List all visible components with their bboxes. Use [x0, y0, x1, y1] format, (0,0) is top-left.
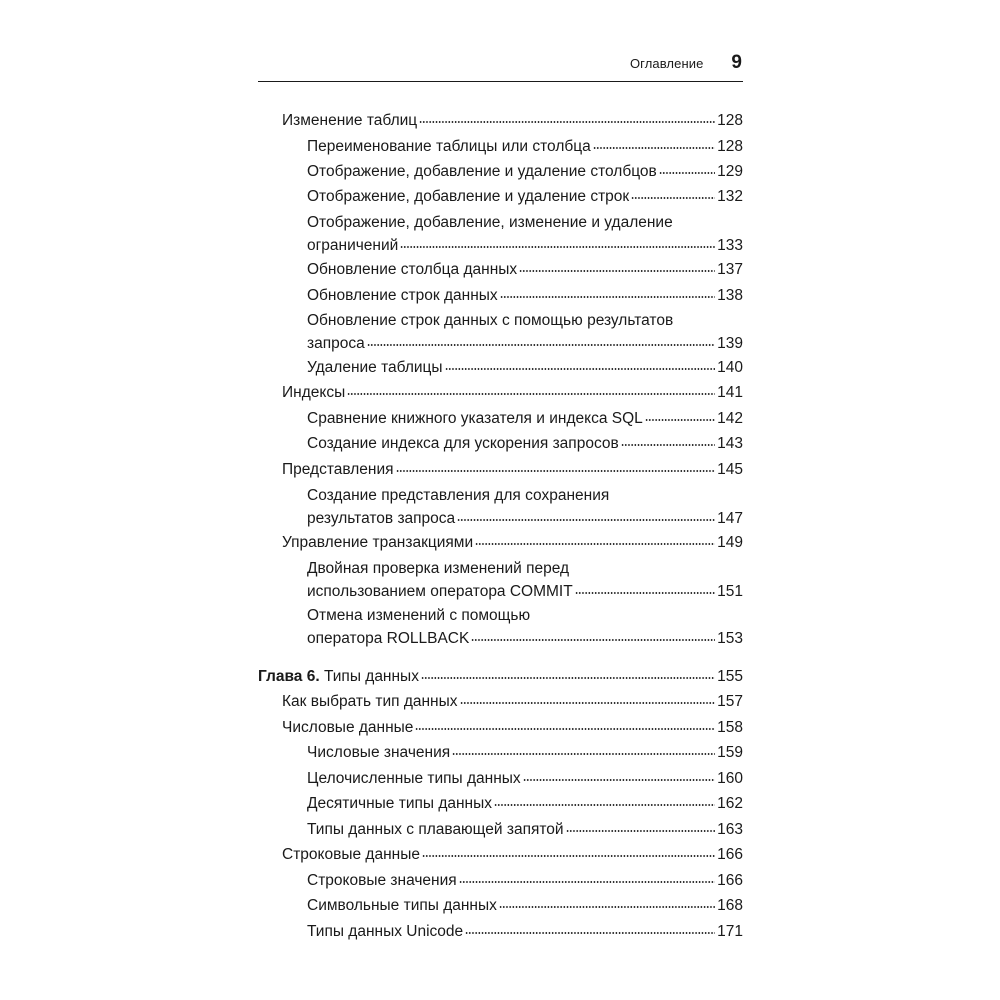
- toc-entry-line: [282, 109, 743, 132]
- toc-entry-line: [307, 818, 743, 841]
- toc-entry-title: [282, 690, 458, 713]
- toc-entry: [258, 531, 743, 554]
- running-title: Оглавление: [629, 56, 704, 71]
- toc-entry-title: [307, 869, 457, 892]
- toc-entry-text: Целочисленные типы данных: [307, 770, 521, 787]
- toc-entry-line: [307, 507, 743, 530]
- toc-entry-line: [307, 432, 743, 455]
- toc-entry: [258, 109, 743, 132]
- toc-entry-line: [307, 332, 743, 355]
- dot-leader: [396, 469, 716, 473]
- toc-entry-text: Как выбрать тип данных: [282, 693, 458, 710]
- toc-entry-title: [307, 580, 573, 603]
- toc-entry-line: [307, 185, 743, 208]
- toc-entry: [258, 604, 743, 650]
- toc-entry-page-number: 133: [717, 237, 743, 254]
- toc-entry-line: [282, 381, 743, 404]
- toc-entry-title: [307, 135, 591, 158]
- toc-entry-line: [282, 843, 743, 866]
- dot-leader: [519, 269, 715, 273]
- toc-entry-text: Обновление строк данных: [307, 287, 498, 304]
- toc-entry-text-first-line: Создание представления для сохранения: [307, 487, 610, 504]
- toc-entry-line: [307, 258, 743, 281]
- toc-entry-text: Десятичные типы данных: [307, 795, 492, 812]
- toc-entry-page-number: 157: [717, 693, 743, 710]
- dot-leader: [459, 880, 715, 884]
- toc-entry-line: [307, 741, 743, 764]
- toc-entry-title: [307, 160, 657, 183]
- toc-entry-page-number: 160: [717, 770, 743, 787]
- toc-entry-line: [307, 894, 743, 917]
- dot-leader: [347, 392, 715, 396]
- toc-entry-line: [258, 665, 743, 688]
- toc-entry-text: Обновление столбца данных: [307, 261, 518, 278]
- toc-entry-title: [307, 818, 564, 841]
- toc-entry-text: Представления: [282, 461, 394, 478]
- toc-entry-text: Строковые данные: [282, 846, 420, 863]
- book-page: [258, 52, 743, 940]
- toc-entry: [258, 741, 743, 764]
- toc-entry: [258, 818, 743, 841]
- toc-entry-page-number: 141: [717, 384, 743, 401]
- toc-entry-text: Числовые значения: [307, 744, 451, 761]
- dot-leader: [523, 778, 715, 782]
- toc-entry-page-number: 155: [717, 668, 743, 685]
- toc-entry-text-first-line: Отображение, добавление, изменение и удаление: [307, 214, 673, 231]
- toc-entry: [258, 557, 743, 603]
- dot-leader: [419, 120, 715, 124]
- toc-entry-text: Типы данных: [323, 668, 419, 685]
- toc-entry-line: [307, 767, 743, 790]
- dot-leader: [566, 829, 716, 833]
- toc-entry-title: [282, 381, 345, 404]
- running-header: [258, 52, 743, 82]
- toc-entry-line: [307, 627, 743, 650]
- dot-leader: [645, 418, 715, 422]
- toc-entry-page-number: 129: [717, 163, 743, 180]
- toc-entry-title: [307, 767, 521, 790]
- toc-entry-page-number: 159: [717, 744, 743, 761]
- toc-entry: [258, 160, 743, 183]
- toc-entry-page-number: 151: [717, 583, 743, 600]
- toc-entry-page-number: 140: [717, 359, 743, 376]
- toc-entry-line: [307, 920, 743, 943]
- toc-entry-title: [307, 258, 517, 281]
- toc-entry-text: Отображение, добавление и удаление столбцов: [307, 163, 657, 180]
- toc-entry: [258, 920, 743, 943]
- toc-entry-text: запроса: [307, 335, 365, 352]
- toc-entry: [258, 767, 743, 790]
- toc-entry-text: результатов запроса: [307, 510, 456, 527]
- toc-entry-line: [307, 234, 743, 257]
- dot-leader: [465, 931, 715, 935]
- toc-entry-page-number: 171: [717, 923, 743, 940]
- toc-entry-title: [307, 234, 398, 257]
- toc-entry-page-number: 163: [717, 821, 743, 838]
- toc-entry-title: [307, 920, 463, 943]
- toc-entry-text-first-line: Обновление строк данных с помощью результатов: [307, 312, 674, 329]
- toc-entry-line: [307, 407, 743, 430]
- toc-entry-page-number: 139: [717, 335, 743, 352]
- page-number: 9: [731, 52, 742, 73]
- toc-entry-page-number: 143: [717, 435, 743, 452]
- toc-entry-page-number: 138: [717, 287, 743, 304]
- dot-leader: [621, 443, 715, 447]
- dot-leader: [494, 803, 715, 807]
- toc-entry-title: [307, 627, 469, 650]
- toc-entry-text: ограничений: [307, 237, 399, 254]
- toc-entry-title: [307, 407, 643, 430]
- toc-entry-text: Создание индекса для ускорения запросов: [307, 435, 619, 452]
- chapter-label: Глава 6.: [258, 668, 320, 685]
- toc-entry: [258, 135, 743, 158]
- toc-entry-title: [282, 716, 413, 739]
- dot-leader: [421, 676, 715, 680]
- toc-entry-page-number: 132: [717, 188, 743, 205]
- toc-entry-line: [307, 160, 743, 183]
- toc-entry-title: [307, 284, 498, 307]
- toc-entry-page-number: 137: [717, 261, 743, 278]
- toc-entry: [258, 869, 743, 892]
- toc-entry: [258, 258, 743, 281]
- toc-entry: [258, 432, 743, 455]
- toc-entry: [258, 458, 743, 481]
- dot-leader: [445, 367, 716, 371]
- toc-entry-line: [282, 716, 743, 739]
- toc-entry-page-number: 145: [717, 461, 743, 478]
- toc-entry-page-number: 168: [717, 897, 743, 914]
- toc-entry-text: Управление транзакциями: [282, 534, 474, 551]
- dot-leader: [659, 171, 715, 175]
- toc-entry-title: [307, 507, 455, 530]
- toc-entry-line: [307, 792, 743, 815]
- toc-entry-title: [258, 665, 419, 688]
- toc-entry-title: [307, 332, 365, 355]
- toc-entry-text: Удаление таблицы: [307, 359, 443, 376]
- toc-entry-text: использованием оператора COMMIT: [307, 583, 573, 600]
- toc-entry-text: Числовые данные: [282, 719, 414, 736]
- dot-leader: [457, 518, 715, 522]
- toc-entry-line: [307, 284, 743, 307]
- toc-entry-line: [307, 580, 743, 603]
- toc-entry: [258, 843, 743, 866]
- toc-entry-title: [307, 356, 443, 379]
- toc-entry-page-number: 162: [717, 795, 743, 812]
- toc-entry-page-number: 166: [717, 872, 743, 889]
- toc-entry: [258, 309, 743, 355]
- toc-entry-line: [282, 690, 743, 713]
- toc-entry: [258, 284, 743, 307]
- toc-entry-title: [282, 458, 394, 481]
- toc-entry-text: Сравнение книжного указателя и индекса SQL: [307, 410, 643, 427]
- toc-entry-title: [307, 894, 497, 917]
- dot-leader: [575, 591, 715, 595]
- toc-entry-page-number: 128: [717, 138, 743, 155]
- toc-entry-text: Типы данных с плавающей запятой: [307, 821, 564, 838]
- toc-entry-text: Типы данных Unicode: [307, 923, 464, 940]
- toc-entry-page-number: 153: [717, 630, 743, 647]
- toc-entry: [258, 894, 743, 917]
- toc-entry-title: [307, 432, 619, 455]
- toc-entry: [258, 690, 743, 713]
- toc-entry-line: [307, 869, 743, 892]
- toc-entry-text: Строковые значения: [307, 872, 457, 889]
- toc-entry-page-number: 158: [717, 719, 743, 736]
- toc-chapter-entry: [258, 665, 743, 688]
- toc-entry-line: [282, 458, 743, 481]
- toc-entry-title: [282, 531, 473, 554]
- toc-entry-text: Отображение, добавление и удаление строк: [307, 188, 630, 205]
- toc-entry: [258, 356, 743, 379]
- dot-leader: [499, 905, 715, 909]
- toc-entry: [258, 185, 743, 208]
- dot-leader: [475, 542, 715, 546]
- toc-entry-page-number: 166: [717, 846, 743, 863]
- toc-entry: [258, 716, 743, 739]
- dot-leader: [460, 701, 716, 705]
- toc-entry-title: [307, 185, 629, 208]
- toc-entry-text: Переименование таблицы или столбца: [307, 138, 591, 155]
- toc-entry-title: [282, 843, 420, 866]
- toc-entry-line: [307, 135, 743, 158]
- toc-entry: [258, 792, 743, 815]
- dot-leader: [500, 295, 715, 299]
- toc-entry: [258, 211, 743, 257]
- toc-entry-text: Индексы: [282, 384, 346, 401]
- dot-leader: [400, 245, 715, 249]
- toc-entry-text: Изменение таблиц: [282, 112, 418, 129]
- toc-entry-title: [307, 741, 450, 764]
- toc-entry-page-number: 128: [717, 112, 743, 129]
- toc-entry-line: [307, 356, 743, 379]
- toc-entry-text: Символьные типы данных: [307, 897, 497, 914]
- toc-entry-line: [282, 531, 743, 554]
- toc-entry-text-first-line: Двойная проверка изменений перед: [307, 560, 570, 577]
- dot-leader: [367, 343, 715, 347]
- dot-leader: [593, 146, 715, 150]
- toc-entry-title: [307, 792, 492, 815]
- toc-entry: [258, 381, 743, 404]
- toc-entry-text-first-line: Отмена изменений с помощью: [307, 607, 531, 624]
- dot-leader: [415, 727, 715, 731]
- toc-entry-page-number: 142: [717, 410, 743, 427]
- toc-entry-page-number: 149: [717, 534, 743, 551]
- toc-entry-text: оператора ROLLBACK: [307, 630, 470, 647]
- dot-leader: [631, 196, 715, 200]
- toc-entry: [258, 484, 743, 530]
- dot-leader: [471, 638, 715, 642]
- dot-leader: [422, 854, 715, 858]
- dot-leader: [452, 752, 715, 756]
- toc-entry-page-number: 147: [717, 510, 743, 527]
- toc-entry: [258, 407, 743, 430]
- toc-entry-title: [282, 109, 417, 132]
